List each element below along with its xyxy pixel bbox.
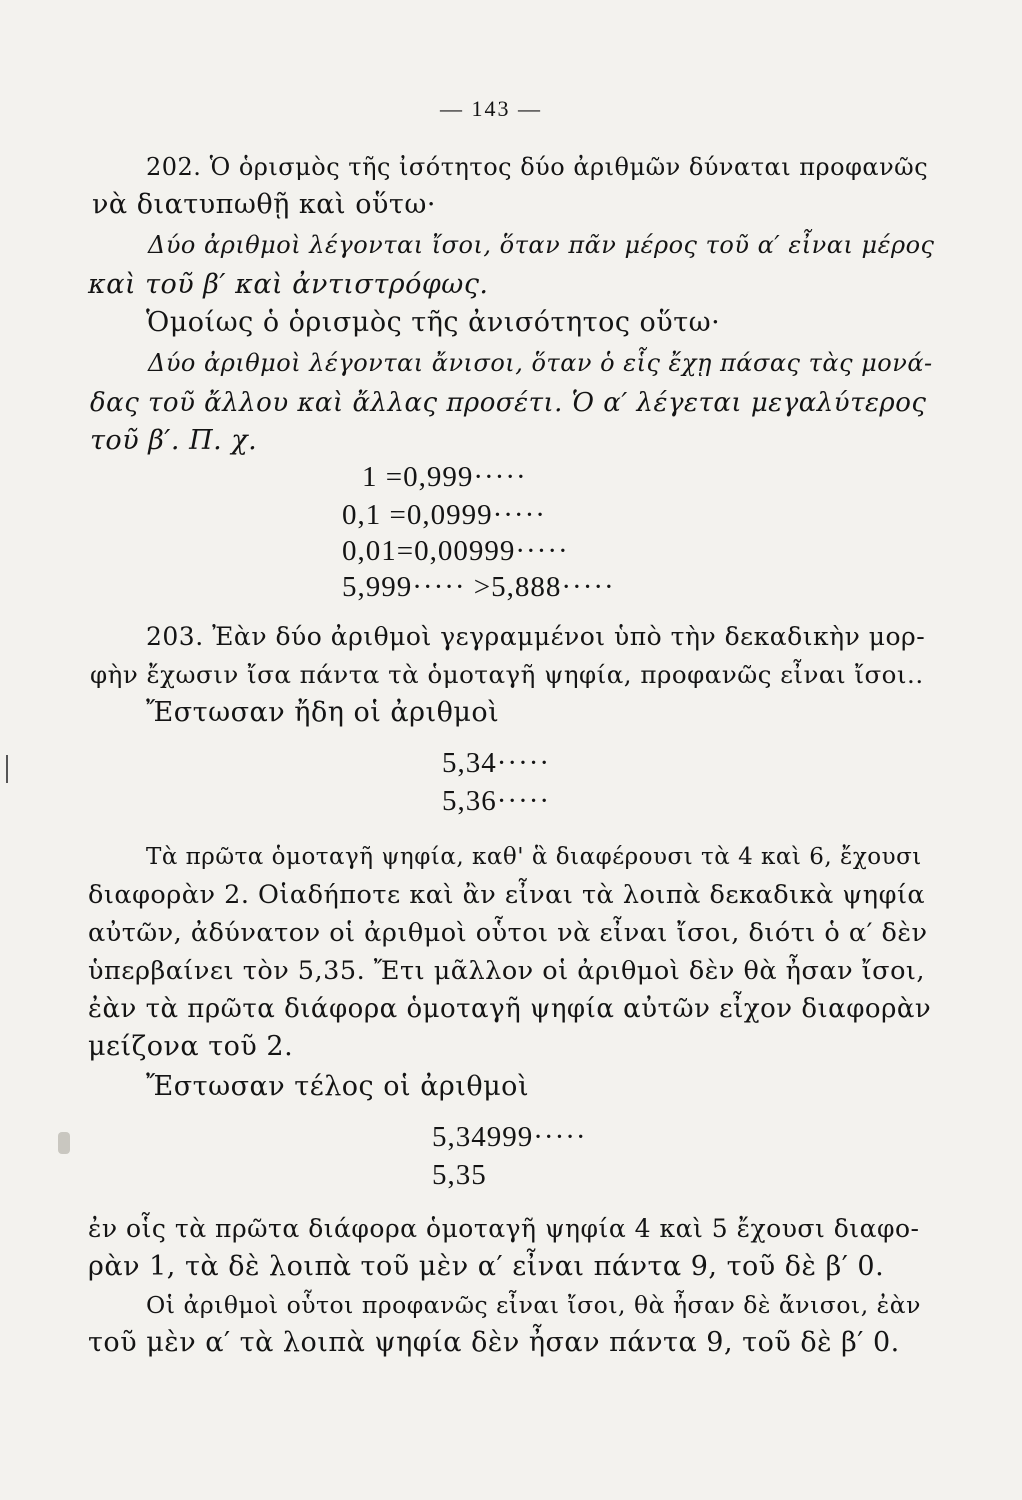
equation: 5,999····· >5,888····· <box>342 571 615 603</box>
number: 5,34····· <box>442 747 551 779</box>
text-line: 203. Ἐὰν δύο ἀριθμοὶ γεγραμμένοι ὑπὸ τὴν δεκαδικὴν μορ- <box>146 622 926 651</box>
text-line: μείζονα τοῦ 2. <box>88 1031 294 1062</box>
text-line: ἐν οἷς τὰ πρῶτα διάφορα ὁμοταγῆ ψηφία 4 καὶ 5 ἔχουσι διαφο- <box>88 1214 920 1243</box>
text-line: ἐὰν τὰ πρῶτα διάφορα ὁμοταγῆ ψηφία αὐτῶν εἶχον διαφορὰν <box>88 994 932 1024</box>
text-line: φὴν ἔχωσιν ἴσα πάντα τὰ ὁμοταγῆ ψηφία, προφανῶς εἶναι ἴσοι.. <box>90 660 924 689</box>
number: 5,36····· <box>442 785 551 817</box>
equation: 0,01=0,00999····· <box>342 535 569 567</box>
text-line: Οἱ ἀριθμοὶ οὗτοι προφανῶς εἶναι ἴσοι, θὰ ἦσαν δὲ ἄνισοι, ἐὰν <box>146 1291 921 1319</box>
text-line: Ὁμοίως ὁ ὁρισμὸς τῆς ἀνισότητος οὕτω· <box>146 307 721 338</box>
text-line: τοῦ μὲν α′ τὰ λοιπὰ ψηφία δὲν ἦσαν πάντα 9, τοῦ δὲ β′ 0. <box>88 1327 900 1358</box>
text-line: Ἔστωσαν τέλος οἱ ἀριθμοὶ <box>146 1071 530 1102</box>
ink-smudge <box>58 1132 70 1154</box>
equation: 0,1 =0,0999····· <box>342 499 546 531</box>
text-line: 202. Ὁ ὁρισμὸς τῆς ἰσότητος δύο ἀριθμῶν δύναται προφανῶς <box>146 153 929 181</box>
text-line: Ἔστωσαν ἤδη οἱ ἀριθμοὶ <box>146 697 500 728</box>
text-line: ὑπερβαίνει τὸν 5,35. Ἔτι μᾶλλον οἱ ἀριθμοὶ δὲν θὰ ἦσαν ἴσοι, <box>88 956 926 986</box>
definition-line: δας τοῦ ἄλλου καὶ ἄλλας προσέτι. Ὁ α′ λέγεται μεγαλύτερος <box>90 388 927 418</box>
margin-mark <box>6 755 8 783</box>
definition-line: καὶ τοῦ β′ καὶ ἀντιστρόφως. <box>88 269 489 300</box>
text-line: διαφορὰν 2. Οἱαδήποτε καὶ ἂν εἶναι τὰ λοιπὰ δεκαδικὰ ψηφία <box>88 880 926 910</box>
text-line: αὐτῶν, ἀδύνατον οἱ ἀριθμοὶ οὗτοι νὰ εἶναι ἴσοι, διότι ὁ α′ δὲν <box>88 918 928 948</box>
definition-line: τοῦ β′. Π. χ. <box>90 425 258 456</box>
definition-line: Δύο ἀριθμοὶ λέγονται ἄνισοι, ὅταν ὁ εἷς ἔχῃ πάσας τὰς μονά- <box>148 349 933 377</box>
number: 5,35 <box>432 1159 487 1191</box>
text-line: νὰ διατυπωθῇ καὶ οὕτω· <box>92 189 436 220</box>
equation: 1 =0,999····· <box>362 461 527 493</box>
page-number: — 143 — <box>440 96 542 121</box>
definition-line: Δύο ἀριθμοὶ λέγονται ἴσοι, ὅταν πᾶν μέρος τοῦ α′ εἶναι μέρος <box>148 231 935 259</box>
text-line: ρὰν 1, τὰ δὲ λοιπὰ τοῦ μὲν α′ εἶναι πάντα 9, τοῦ δὲ β′ 0. <box>88 1251 885 1282</box>
text-line: Τὰ πρῶτα ὁμοταγῆ ψηφία, καθ' ἃ διαφέρουσι τὰ 4 καὶ 6, ἔχουσι <box>146 844 922 870</box>
number: 5,34999····· <box>432 1121 587 1153</box>
